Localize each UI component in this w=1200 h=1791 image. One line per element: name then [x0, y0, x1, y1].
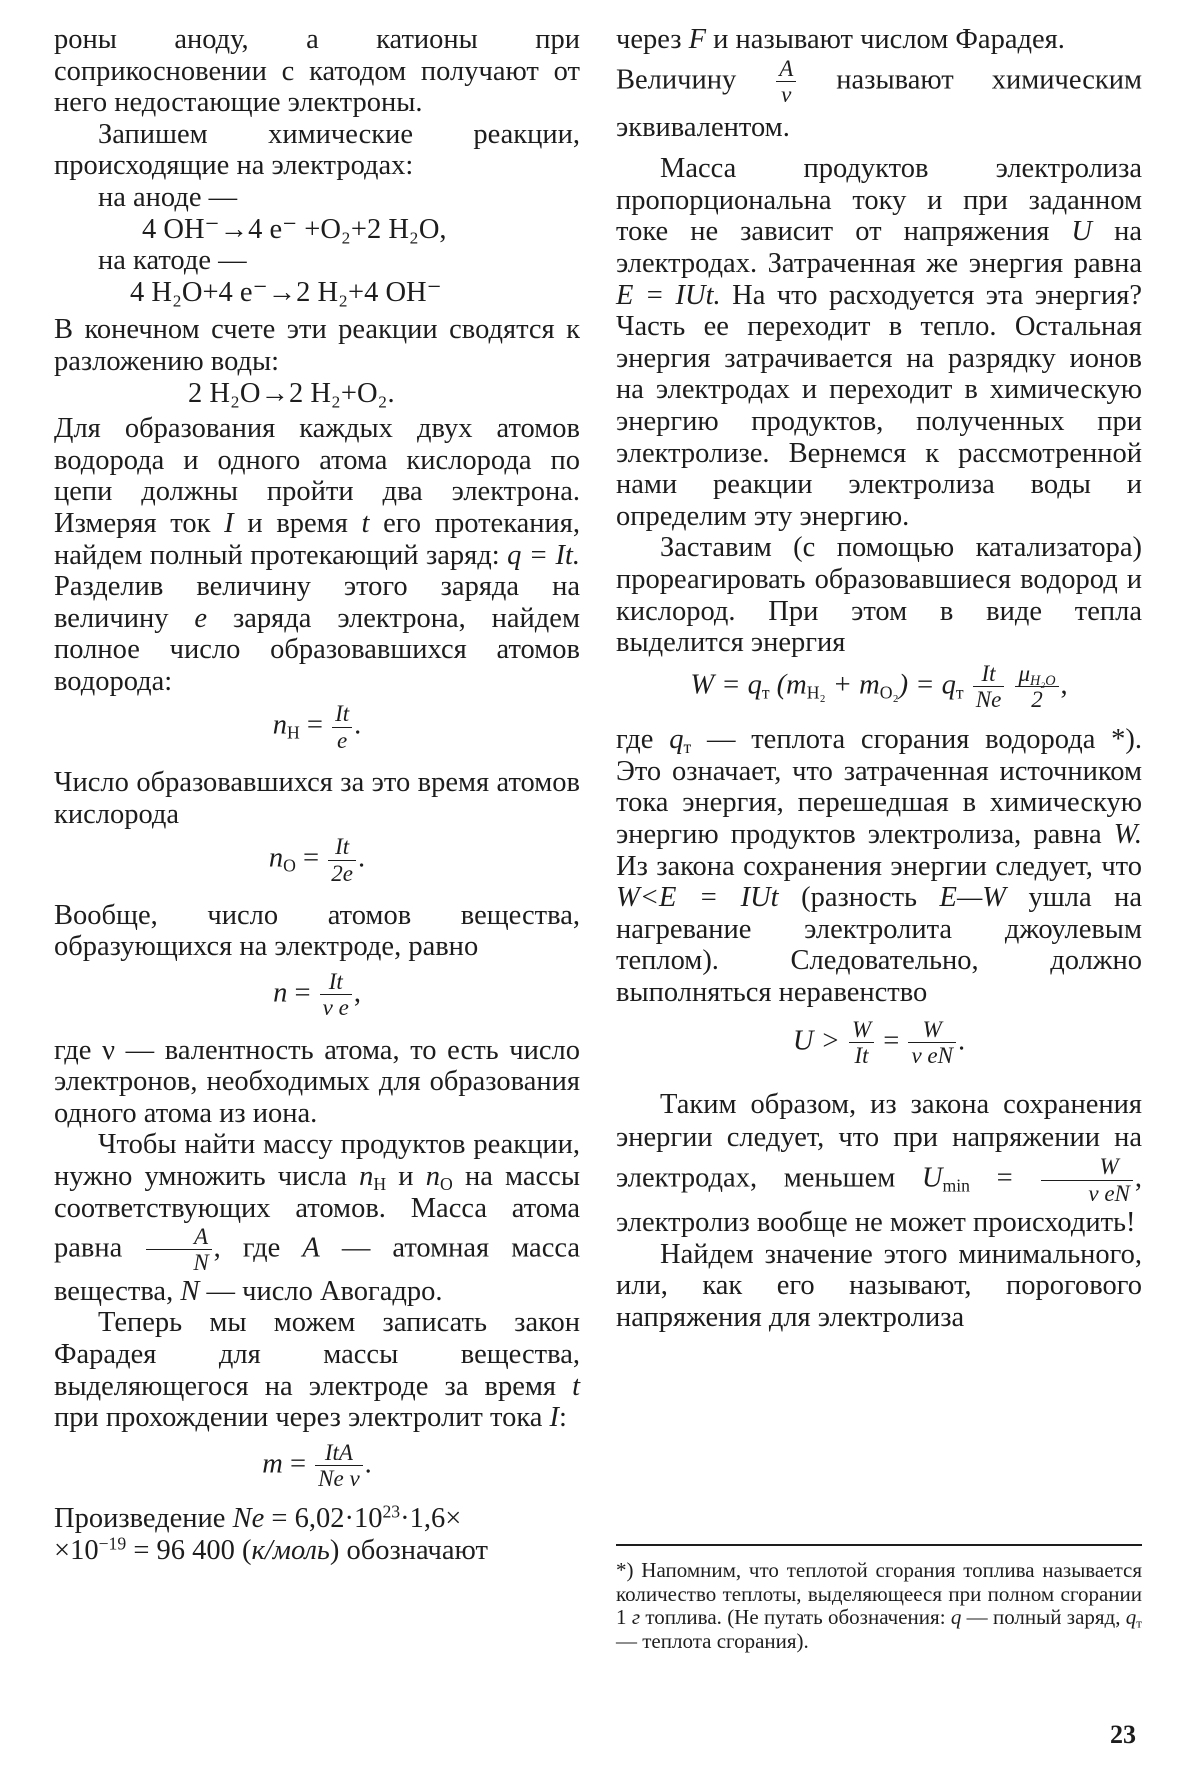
- text: ·1,6×: [400, 1503, 462, 1535]
- eq-lhs: n: [273, 977, 288, 1009]
- text: *) Напомним, что теплотой сгорания топлива называется количество теплоты, выделяющееся при полном сгорании 1: [616, 1558, 1142, 1629]
- var-A: A: [302, 1232, 320, 1264]
- text: — теплота сгорания).: [616, 1628, 809, 1653]
- numerator: It: [320, 969, 352, 995]
- eq-end: .: [957, 1024, 966, 1056]
- unit: г: [631, 1605, 641, 1629]
- text: и: [386, 1161, 426, 1192]
- eq-lhs: n: [272, 709, 287, 741]
- denominator: Ne: [975, 686, 1002, 712]
- fraction: [328, 834, 356, 886]
- sub: O: [440, 1173, 453, 1194]
- eq-sign: =: [883, 1024, 900, 1056]
- text: (разность: [778, 882, 940, 914]
- paragraph: [616, 724, 1142, 1008]
- numerator: [1015, 661, 1058, 687]
- text: называют химическим эквивалентом.: [616, 63, 1142, 144]
- sub: т: [1136, 1615, 1142, 1631]
- text: ушла на нагревание электролита джоулевым теплом). Следовательно, должно выполняться неравенство: [616, 882, 1142, 1009]
- text: — атомная масса вещества,: [54, 1232, 581, 1307]
- eq-sub: H: [286, 722, 300, 743]
- paragraph: Запишем химические реакции, происходящие на электродах:: [54, 118, 580, 182]
- numerator: A: [146, 1224, 211, 1250]
- paragraph: где ν — валентность атома, то есть число электронов, необходимых для образования одного атома из иона.: [54, 1034, 580, 1129]
- var-U: U: [1071, 216, 1093, 248]
- denominator: N: [193, 1250, 209, 1276]
- text: заряда электрона, найдем полное число образовавшихся атомов водорода:: [54, 602, 580, 697]
- text: Произведение: [54, 1503, 233, 1535]
- text: Разделив величину этого заряда на величину: [54, 571, 580, 634]
- eq-sub: O₂: [879, 681, 899, 702]
- equation-n: n = $\frac{It}{\text{ν e}}$ ,: [273, 969, 361, 1021]
- var-I: I: [549, 1402, 560, 1434]
- denominator: Ne ν: [318, 1466, 360, 1492]
- equation-faraday-law: m = $\frac{\text{ItA}}{\text{Ne ν}}$ .: [262, 1439, 372, 1492]
- paragraph: Найдем значение этого минимального, или, как его называют, порогового напряжения для электролиза: [616, 1238, 1142, 1333]
- denominator: ν e: [322, 995, 349, 1021]
- eq-sub: O: [283, 855, 296, 876]
- text: , где: [213, 1232, 303, 1264]
- equation-nO: $n_O$ = $\frac{It}{2e}$ .: [268, 834, 366, 886]
- cathode-label: на катоде —: [98, 245, 247, 277]
- text: — полный заряд,: [961, 1605, 1126, 1629]
- eq-lhs: U >: [792, 1024, 840, 1056]
- fraction: [146, 1224, 211, 1276]
- text: и называют числом Фарадея.: [706, 24, 1065, 55]
- cathode-equation: 4 H₂O+4 e⁻→2 H₂+4 OH⁻: [130, 276, 442, 308]
- var-Ne: Ne: [232, 1503, 265, 1535]
- eq-part: W = q: [690, 669, 762, 701]
- text: , электролиз вообще не может происходить!: [616, 1162, 1142, 1238]
- text: и время: [233, 507, 362, 539]
- numerator: W: [908, 1017, 956, 1043]
- numerator: W: [1041, 1154, 1133, 1180]
- sub: min: [942, 1175, 970, 1196]
- text: при прохождении через электролит тока: [54, 1402, 550, 1434]
- text: =: [969, 1162, 1040, 1194]
- fraction: [973, 661, 1005, 713]
- paragraph: роны аноду, а катионы при соприкосновении с катодом получают от него недостающие электроны.: [54, 24, 580, 119]
- eq-sub: т: [761, 681, 770, 702]
- exponent: −19: [98, 1533, 127, 1554]
- paragraph: [54, 413, 580, 697]
- fraction: [1015, 661, 1058, 713]
- left-column: [54, 24, 580, 1567]
- fraction: [908, 1017, 956, 1069]
- text: его протекания, найдем полный протекающий заряд:: [54, 507, 580, 571]
- denominator: ν eN: [911, 1042, 953, 1068]
- water-equation: 2 H₂O→2 H₂+O₂.: [188, 377, 395, 409]
- var-q: q: [669, 724, 684, 756]
- eq-sub: H₂: [806, 681, 826, 702]
- mu-symbol: μ: [1018, 660, 1030, 686]
- formula-energy: E = IUt.: [616, 279, 721, 311]
- sub: т: [683, 737, 692, 758]
- eq-end: ,: [1060, 669, 1068, 701]
- var-N: N: [180, 1275, 200, 1307]
- var-n: n: [359, 1161, 374, 1192]
- equation-voltage-inequality: [616, 1017, 1142, 1069]
- text: ×10: [54, 1534, 99, 1566]
- eq-part: (m: [769, 669, 807, 701]
- text: — теплота сгорания водорода *). Это означает, что затраченная источником тока энергия, перешедшая в химическую энергию продуктов электролиза, равна: [616, 724, 1142, 851]
- text: топлива. (Не путать обозначения:: [640, 1605, 951, 1629]
- equation-nH: $n_H$ = $\frac{It}{e}$ .: [272, 701, 362, 753]
- text: Теперь мы можем записать закон Фарадея для массы вещества, выделяющегося на электроде за время: [54, 1307, 580, 1402]
- text: Таким образом, из закона сохранения энергии следует, что при напряжении на электродах, меньшем: [616, 1089, 1142, 1194]
- paragraph: [616, 24, 1142, 56]
- text: на электродах. Затраченная же энергия равна: [616, 216, 1142, 279]
- numerator: ItA: [315, 1440, 363, 1466]
- formula-charge: q = It.: [507, 539, 580, 571]
- var-q: q: [950, 1605, 962, 1629]
- var-t: t: [572, 1370, 580, 1402]
- var-q: q: [1125, 1605, 1137, 1629]
- exponent: 23: [382, 1501, 401, 1522]
- footnote-divider: [616, 1544, 1142, 1546]
- anode-equation: 4 OH⁻→4 e⁻ +O₂+2 H₂O,: [142, 213, 447, 245]
- fraction: [849, 1017, 874, 1069]
- paragraph: [616, 153, 1142, 532]
- anode-label: на аноде —: [98, 181, 238, 213]
- denominator: ν: [781, 81, 792, 107]
- text: — число Авогадро.: [199, 1275, 443, 1307]
- var-n: n: [425, 1161, 440, 1192]
- eq-part: + m: [825, 669, 880, 701]
- numerator: It: [973, 661, 1005, 687]
- paragraph: [54, 1503, 580, 1566]
- paragraph: Заставим (с помощью катализатора) прореагировать образовавшиеся водород и кислород. При этом в виде тепла выделится энергия: [616, 532, 1142, 659]
- formula-inequality: W<E = IUt: [616, 882, 779, 914]
- text: Масса продуктов электролиза пропорциональна току и при заданном токе не зависит от напряжения: [616, 153, 1142, 248]
- right-column: [616, 24, 1142, 1334]
- text: :: [559, 1402, 567, 1434]
- paragraph: В конечном счете эти реакции сводятся к разложению воды:: [54, 314, 580, 377]
- paragraph: [54, 1129, 580, 1307]
- footnote: [616, 1559, 1142, 1653]
- denominator: It: [854, 1042, 869, 1068]
- fraction: [1041, 1154, 1133, 1206]
- eq-lhs: m: [262, 1448, 283, 1480]
- eq-part: ) = q: [898, 669, 956, 701]
- numerator: It: [328, 834, 356, 860]
- numerator: It: [332, 701, 352, 727]
- var-e: e: [194, 602, 208, 634]
- fraction: [332, 701, 352, 753]
- eq-sub: H₂O: [1029, 672, 1056, 689]
- text: на массы соответствующих атомов. Масса атома равна: [54, 1161, 580, 1264]
- denominator: ν eN: [1088, 1180, 1130, 1206]
- sub: H: [373, 1173, 387, 1194]
- denominator: 2: [1031, 686, 1043, 712]
- paragraph: [616, 1088, 1142, 1239]
- paragraph: [616, 56, 1142, 150]
- line-break: [54, 1535, 580, 1567]
- eq-sub: т: [955, 681, 964, 702]
- fraction: [315, 1440, 363, 1492]
- denominator: e: [337, 727, 348, 753]
- var-t: t: [361, 507, 370, 539]
- text: через: [616, 24, 689, 55]
- var-F: F: [688, 24, 707, 55]
- paragraph: Вообще, число атомов вещества, образующихся на электроде, равно: [54, 899, 580, 963]
- numerator: A: [776, 56, 796, 82]
- text: Чтобы найти массу продуктов реакции, нужно умножить числа: [54, 1129, 580, 1192]
- text: Из закона сохранения энергии следует, что: [616, 850, 1142, 882]
- text: где: [616, 724, 670, 756]
- var-I: I: [224, 507, 234, 539]
- var-U: U: [921, 1162, 943, 1194]
- equation-heat: [616, 661, 1142, 713]
- numerator: W: [849, 1017, 874, 1043]
- text: Величину: [616, 63, 775, 95]
- fraction: [320, 969, 352, 1021]
- denominator: 2e: [331, 860, 353, 886]
- paragraph: [54, 1307, 580, 1433]
- text: На что расходуется эта энергия? Часть ее переходит в тепло. Остальная энергия затрачивается на разрядку ионов на электродах и переходит в химическую энергию продуктов, полученных при электролизе. Вернемся к рассмотренной нами реакции электролиза воды и определим эту энергию.: [616, 279, 1143, 532]
- text: = 6,02·10: [264, 1503, 383, 1535]
- var-W: W.: [1113, 819, 1142, 851]
- text: = 96 400 (: [126, 1534, 252, 1566]
- page-number: 23: [1110, 1720, 1136, 1749]
- unit: к/моль: [251, 1534, 330, 1566]
- formula-difference: E—W: [939, 882, 1007, 914]
- text: ) обозначают: [329, 1534, 488, 1566]
- fraction: [776, 56, 796, 108]
- text: Для образования каждых двух атомов водорода и одного атома кислорода по цепи должны пройти два электрона. Измеряя ток: [54, 413, 580, 539]
- eq-lhs: n: [268, 842, 284, 874]
- paragraph: Число образовавшихся за это время атомов кислорода: [54, 767, 580, 830]
